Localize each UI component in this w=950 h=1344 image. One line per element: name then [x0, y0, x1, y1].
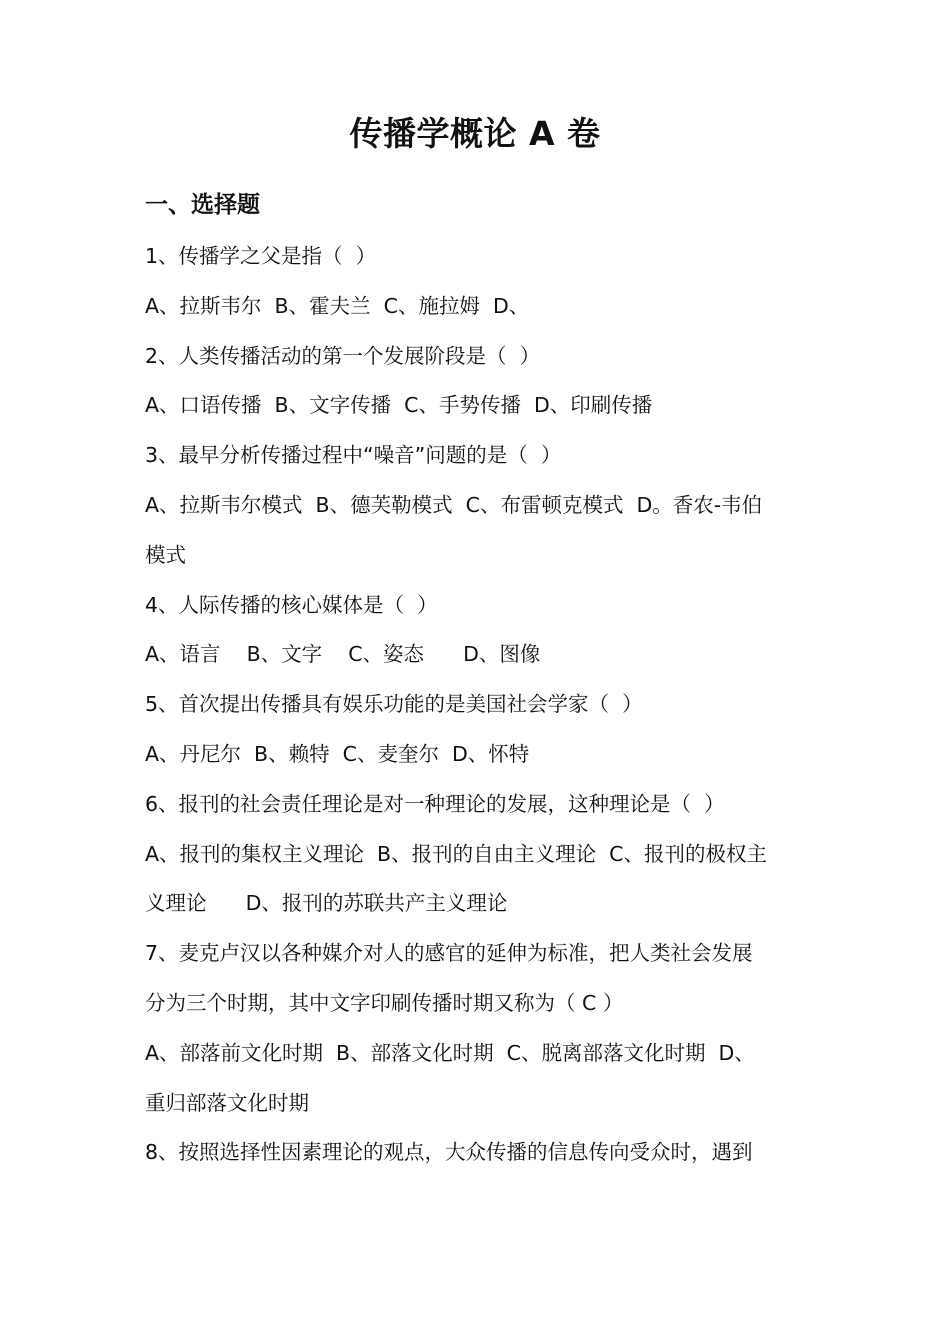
- question-6: 6、报刊的社会责任理论是对一种理论的发展，这种理论是（ ）: [145, 791, 725, 816]
- question-3-options: A、拉斯韦尔模式 B、德芙勒模式 C、布雷顿克模式 D。香农-韦伯: [145, 492, 763, 517]
- question-8: 8、按照选择性因素理论的观点，大众传播的信息传向受众时，遇到: [145, 1140, 753, 1165]
- question-6-options-continued: 义理论 D、报刊的苏联共产主义理论: [145, 891, 508, 916]
- question-5-options: A、丹尼尔 B、赖特 C、麦奎尔 D、怀特: [145, 741, 530, 766]
- question-1: 1、传播学之父是指（ ）: [145, 244, 377, 268]
- question-4: 4、人际传播的核心媒体是（ ）: [145, 592, 438, 617]
- question-1-options: A、拉斯韦尔 B、霍夫兰 C、施拉姆 D、: [145, 293, 530, 318]
- section-heading: 一、选择题: [145, 192, 260, 218]
- question-6-options: A、报刊的集权主义理论 B、报刊的自由主义理论 C、报刊的极权主: [145, 841, 767, 866]
- question-7-options-continued: 重归部落文化时期: [145, 1090, 309, 1115]
- question-3-options-continued: 模式: [145, 542, 186, 567]
- document-title: 传播学概论 A 卷: [349, 114, 601, 153]
- question-2: 2、人类传播活动的第一个发展阶段是（ ）: [145, 343, 541, 368]
- question-3: 3、最早分析传播过程中“噪音”问题的是（ ）: [145, 443, 562, 468]
- question-7-continued: 分为三个时期，其中文字印刷传播时期又称为（ C ）: [145, 990, 624, 1015]
- question-5: 5、首次提出传播具有娱乐功能的是美国社会学家（ ）: [145, 692, 643, 717]
- question-4-options: A、语言 B、文字 C、姿态 D、图像: [145, 642, 541, 667]
- question-2-options: A、口语传播 B、文字传播 C、手势传播 D、印刷传播: [145, 393, 653, 418]
- question-7-options: A、部落前文化时期 B、部落文化时期 C、脱离部落文化时期 D、: [145, 1040, 755, 1065]
- question-list: [145, 232, 810, 1178]
- question-7: 7、麦克卢汉以各种媒介对人的感官的延伸为标准，把人类社会发展: [145, 941, 753, 966]
